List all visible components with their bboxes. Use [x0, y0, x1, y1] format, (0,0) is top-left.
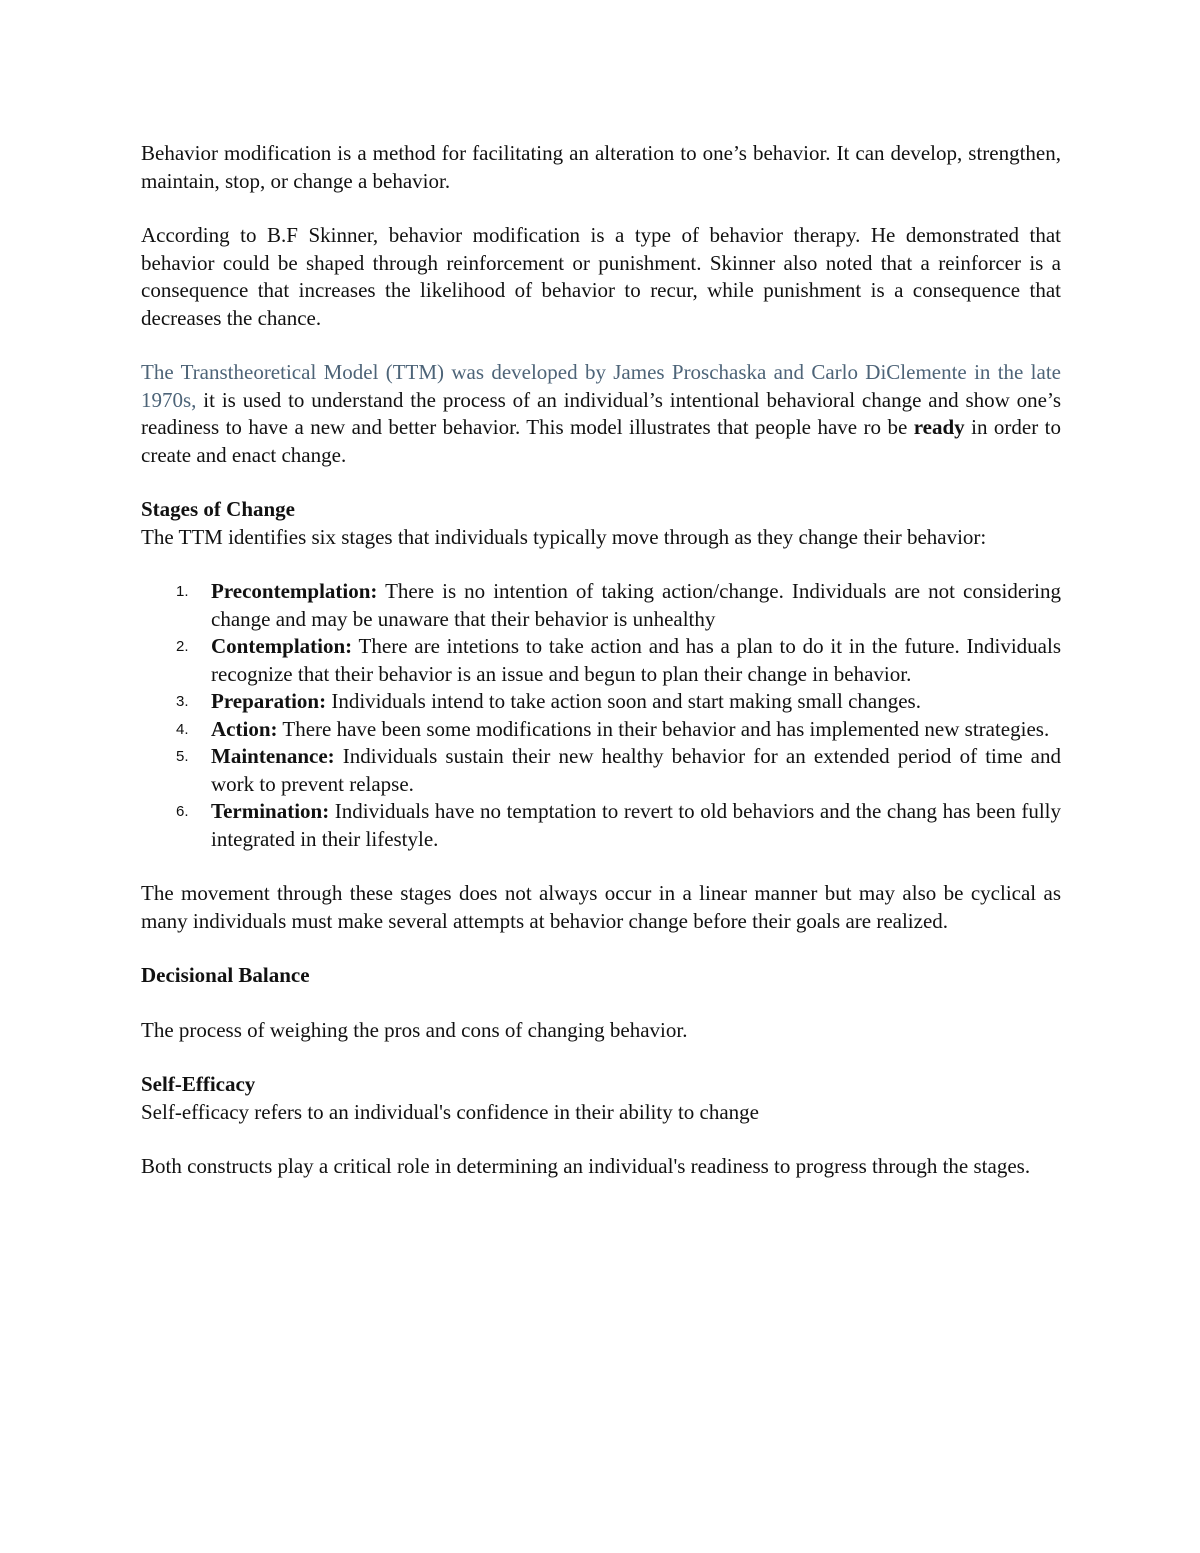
stage-term: Preparation:: [211, 689, 327, 713]
spacer: [141, 990, 1061, 1017]
stage-term: Precontemplation:: [211, 579, 378, 603]
stages-heading: Stages of Change: [141, 497, 296, 521]
decisional-text: The process of weighing the pros and cons of changing behavior.: [141, 1017, 688, 1042]
stage-description: Individuals sustain their new healthy behavior for an extended period of time and work to prevent relapse.: [211, 744, 1061, 796]
list-number: 4.: [176, 720, 189, 738]
list-number: 2.: [176, 638, 189, 655]
list-number: 5.: [176, 748, 189, 765]
list-item: [176, 716, 1061, 744]
stage-description: Individuals have no temptation to revert to old behaviors and the chang has been fully integrated in their lifestyle.: [211, 799, 1061, 851]
stages-list: [141, 578, 1061, 853]
stages-section: [141, 496, 1061, 551]
stage-description: Individuals intend to take action soon and start making small changes.: [326, 689, 921, 713]
list-item: [176, 578, 1061, 633]
skinner-paragraph: According to B.F Skinner, behavior modification is a type of behavior therapy. He demonstrated that behavior could be shaped through reinforcement or punishment. Skinner also noted that a reinforcer is a consequence that increases the likelihood of behavior to recur, while punishment is a consequence that decreases the chance.: [141, 223, 1061, 330]
document-page: [141, 140, 1061, 1208]
stage-term: Termination:: [211, 799, 330, 823]
ttm-body-text: it is used to understand the process of an individual’s intentional behavioral change and show one’s readiness to have a new and better behavior. This model illustrates that people have ro be: [141, 387, 1061, 439]
closing-paragraph: Both constructs play a critical role in determining an individual's readiness to progress through the stages.: [141, 1154, 1031, 1178]
list-item: [176, 633, 1061, 688]
stage-term: Contemplation:: [211, 634, 353, 658]
stage-description: There have been some modifications in their behavior and has implemented new strategies.: [277, 716, 1050, 741]
movement-paragraph: The movement through these stages does not always occur in a linear manner but may also be cyclical as many individuals must make several attempts at behavior change before their goals are realized.: [141, 881, 1061, 933]
intro-paragraph: Behavior modification is a method for facilitating an alteration to one’s behavior. It can develop, strengthen, maintain, stop, or change a behavior.: [141, 141, 1061, 193]
efficacy-heading: Self-Efficacy: [141, 1072, 256, 1096]
ttm-lead-text: The Transtheoretical Model (TTM) was developed by James Proschaska and Carlo DiClemente in the late 1970s,: [141, 360, 1061, 412]
list-item: [176, 743, 1061, 798]
stages-intro: The TTM identifies six stages that individuals typically move through as they change their behavior:: [141, 524, 987, 549]
decisional-heading: Decisional Balance: [141, 963, 310, 987]
list-item: [176, 798, 1061, 853]
list-number: 6.: [176, 803, 189, 820]
list-item: [176, 688, 1061, 716]
list-number: 3.: [176, 693, 189, 710]
stage-description: There is no intention of taking action/change. Individuals are not considering change and may be unaware that their behavior is unhealthy: [211, 579, 1061, 631]
efficacy-text: Self-efficacy refers to an individual's confidence in their ability to change: [141, 1099, 759, 1124]
stage-term: Action:: [211, 716, 278, 741]
stage-description: There are intetions to take action and has a plan to do it in the future. Individuals recognize that their behavior is an issue and begun to plan their change in behavior.: [211, 634, 1061, 686]
stage-term: Maintenance:: [211, 744, 335, 768]
list-number: 1.: [176, 583, 189, 600]
ttm-paragraph: [141, 359, 1061, 469]
efficacy-section: [141, 1071, 1061, 1126]
ttm-body-text-end: in order to create and enact change.: [141, 415, 1061, 467]
ttm-emphasis: ready: [913, 415, 965, 439]
